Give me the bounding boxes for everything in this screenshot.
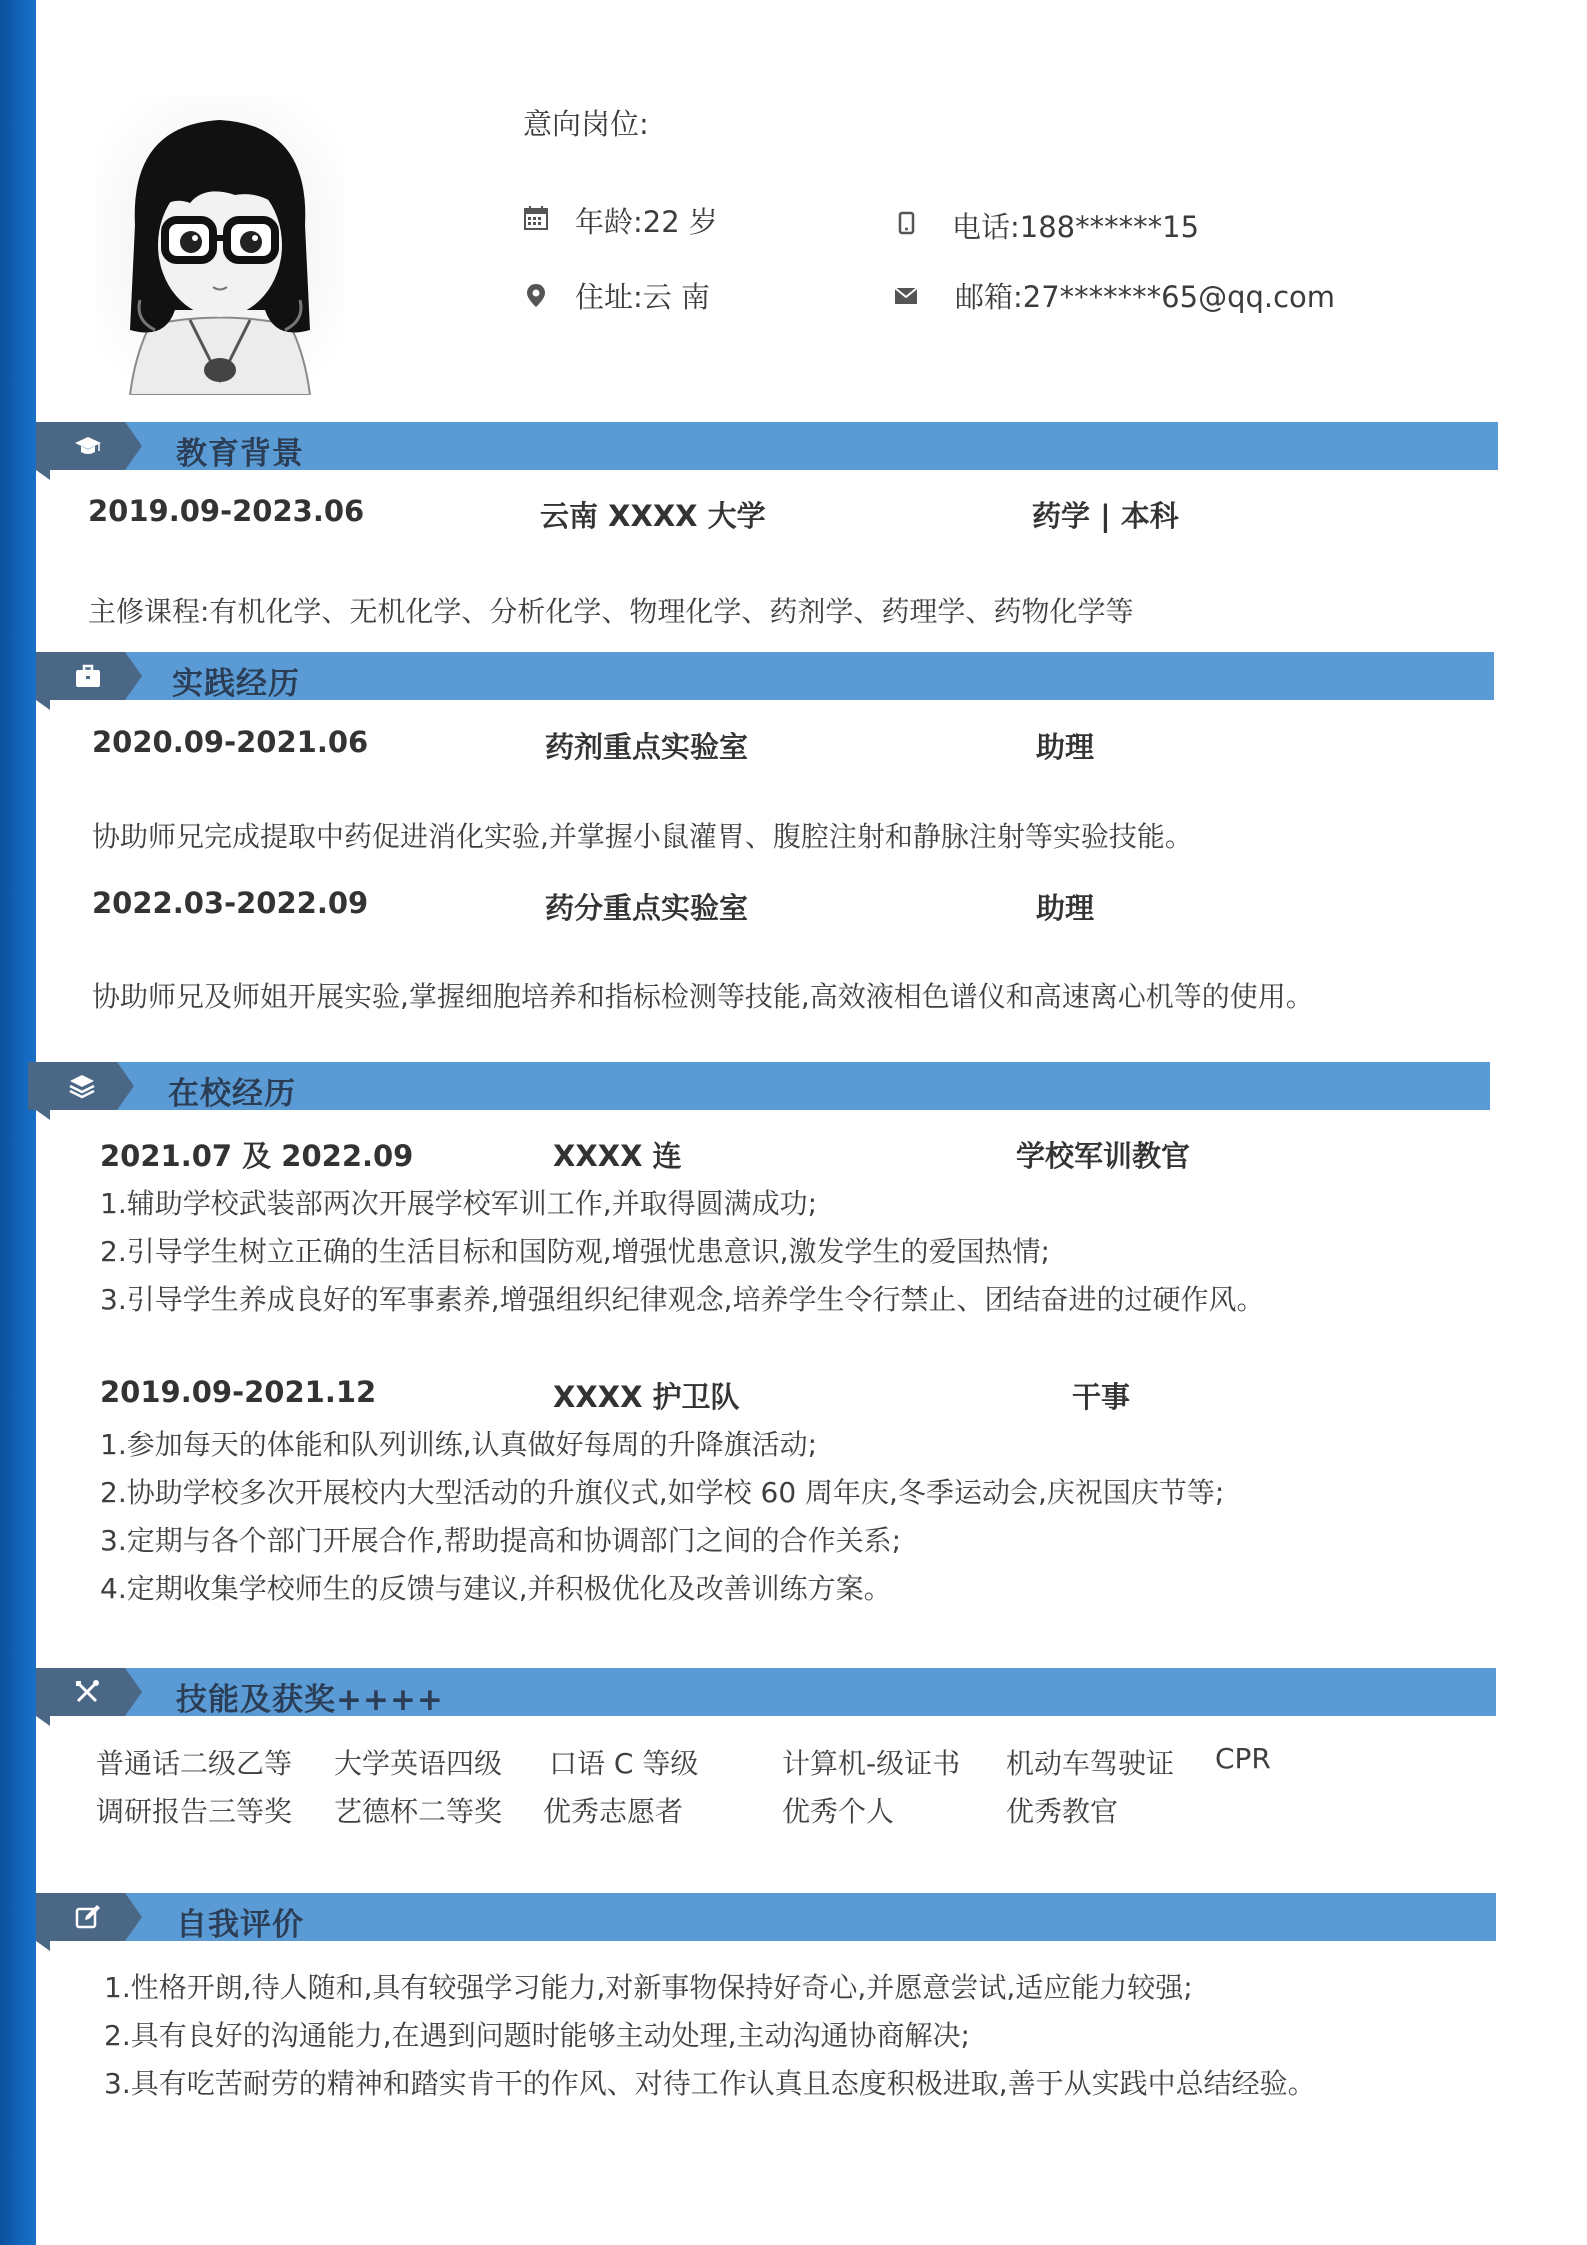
campus-1-date: 2021.07 及 2022.09 bbox=[100, 1139, 414, 1173]
list-item: 3.引导学生养成良好的军事素养,增强组织纪律观念,培养学生令行禁止、团结奋进的过硬作风。 bbox=[100, 1283, 1265, 1316]
campus-2-org: XXXX 护卫队 bbox=[553, 1380, 740, 1414]
intent-position-label: 意向岗位: bbox=[523, 107, 649, 141]
list-item: 1.辅助学校武装部两次开展学校军训工作,并取得圆满成功; bbox=[100, 1187, 818, 1220]
practice-1-org: 药剂重点实验室 bbox=[545, 730, 749, 764]
campus-1-role: 学校军训教官 bbox=[1016, 1139, 1191, 1173]
award-item: 艺德杯二等奖 bbox=[334, 1795, 503, 1828]
section-header-skills bbox=[36, 1668, 1496, 1716]
location-pin-icon bbox=[523, 282, 549, 308]
skill-item: 机动车驾驶证 bbox=[1006, 1747, 1175, 1780]
list-item: 1.性格开朗,待人随和,具有较强学习能力,对新事物保持好奇心,并愿意尝试,适应能力较强; bbox=[104, 1971, 1193, 2004]
education-major: 药学 | 本科 bbox=[1032, 499, 1179, 533]
practice-2-desc: 协助师兄及师姐开展实验,掌握细胞培养和指标检测等技能,高效液相色谱仪和高速离心机等的使用。 bbox=[92, 980, 1314, 1013]
section-title: 实践经历 bbox=[172, 666, 300, 702]
section-title: 技能及获奖++++ bbox=[176, 1682, 444, 1718]
section-title: 自我评价 bbox=[176, 1907, 304, 1943]
section-header-self-evaluation bbox=[36, 1893, 1496, 1941]
practice-2-date: 2022.03-2022.09 bbox=[92, 886, 369, 920]
email-text: 邮箱:27*******65@qq.com bbox=[955, 280, 1336, 314]
edit-icon bbox=[74, 1904, 102, 1930]
education-date: 2019.09-2023.06 bbox=[88, 494, 365, 528]
envelope-icon bbox=[893, 283, 919, 309]
practice-2-role: 助理 bbox=[1036, 891, 1095, 925]
section-header-education bbox=[36, 422, 1498, 470]
practice-1-role: 助理 bbox=[1036, 730, 1095, 764]
section-title: 教育背景 bbox=[176, 436, 304, 472]
award-item: 优秀志愿者 bbox=[543, 1795, 684, 1828]
calendar-icon bbox=[523, 205, 549, 231]
skill-item: 普通话二级乙等 bbox=[96, 1747, 293, 1780]
list-item: 2.协助学校多次开展校内大型活动的升旗仪式,如学校 60 周年庆,冬季运动会,庆祝国庆节等; bbox=[100, 1476, 1225, 1509]
award-item: 优秀个人 bbox=[782, 1795, 895, 1828]
skill-item: 口语 C 等级 bbox=[549, 1747, 699, 1780]
tools-icon bbox=[74, 1679, 102, 1705]
campus-2-role: 干事 bbox=[1072, 1380, 1131, 1414]
briefcase-icon bbox=[74, 663, 102, 689]
award-item: 优秀教官 bbox=[1006, 1795, 1119, 1828]
graduation-cap-icon bbox=[74, 433, 102, 459]
award-item: 调研报告三等奖 bbox=[96, 1795, 293, 1828]
layers-icon bbox=[68, 1073, 96, 1099]
phone-text: 电话:188******15 bbox=[952, 210, 1200, 244]
avatar bbox=[95, 95, 345, 395]
section-title: 在校经历 bbox=[168, 1076, 296, 1112]
education-courses: 主修课程:有机化学、无机化学、分析化学、物理化学、药剂学、药理学、药物化学等 bbox=[88, 595, 1134, 628]
practice-1-desc: 协助师兄完成提取中药促进消化实验,并掌握小鼠灌胃、腹腔注射和静脉注射等实验技能。 bbox=[92, 820, 1193, 853]
list-item: 3.定期与各个部门开展合作,帮助提高和协调部门之间的合作关系; bbox=[100, 1524, 902, 1557]
section-header-practice bbox=[36, 652, 1494, 700]
campus-2-date: 2019.09-2021.12 bbox=[100, 1375, 377, 1409]
skill-item: 大学英语四级 bbox=[334, 1747, 503, 1780]
age-text: 年龄:22 岁 bbox=[575, 205, 718, 239]
campus-1-org: XXXX 连 bbox=[553, 1139, 682, 1173]
list-item: 2.引导学生树立正确的生活目标和国防观,增强忧患意识,激发学生的爱国热情; bbox=[100, 1235, 1050, 1268]
practice-1-date: 2020.09-2021.06 bbox=[92, 725, 369, 759]
education-school: 云南 XXXX 大学 bbox=[540, 499, 766, 533]
list-item: 3.具有吃苦耐劳的精神和踏实肯干的作风、对待工作认真且态度积极进取,善于从实践中总结经验。 bbox=[104, 2067, 1316, 2100]
skill-item: CPR bbox=[1215, 1742, 1271, 1775]
mobile-phone-icon bbox=[893, 210, 919, 236]
practice-2-org: 药分重点实验室 bbox=[545, 891, 749, 925]
list-item: 2.具有良好的沟通能力,在遇到问题时能够主动处理,主动沟通协商解决; bbox=[104, 2019, 970, 2052]
address-text: 住址:云 南 bbox=[575, 280, 710, 314]
section-header-campus bbox=[36, 1062, 1490, 1110]
list-item: 1.参加每天的体能和队列训练,认真做好每周的升降旗活动; bbox=[100, 1428, 818, 1461]
list-item: 4.定期收集学校师生的反馈与建议,并积极优化及改善训练方案。 bbox=[100, 1572, 892, 1605]
left-accent-bar bbox=[0, 0, 36, 2245]
skill-item: 计算机-级证书 bbox=[782, 1747, 961, 1780]
